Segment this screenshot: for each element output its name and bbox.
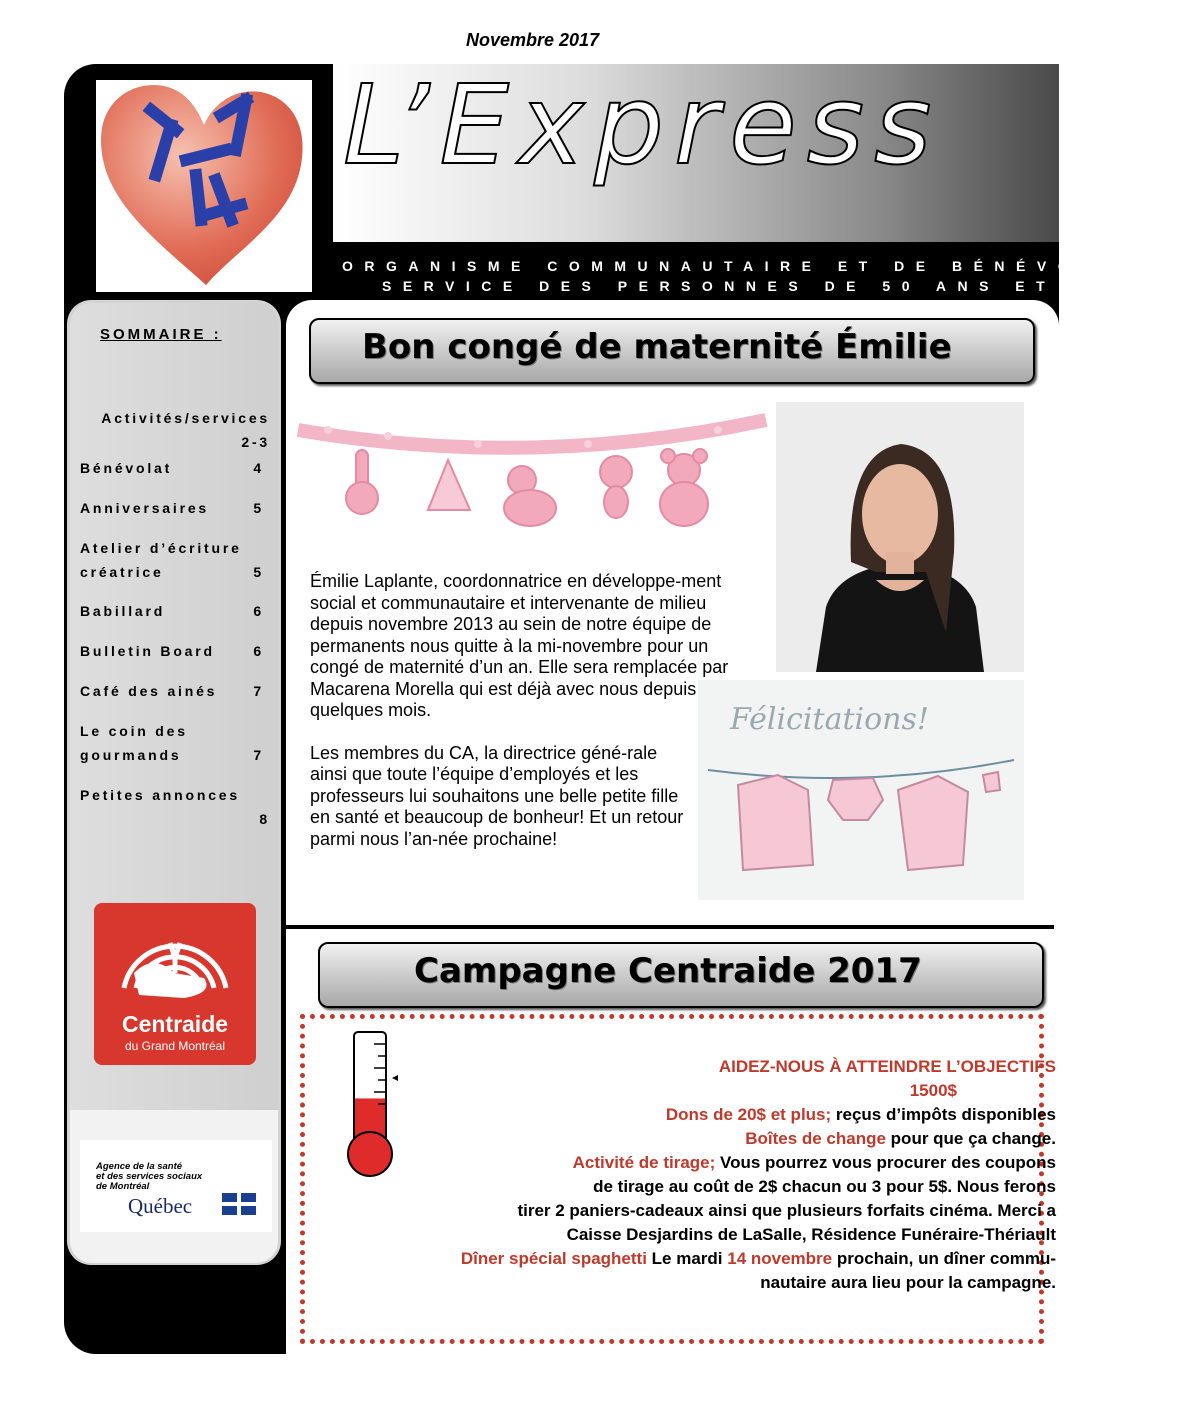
article-heading: Bon congé de maternité Émilie: [362, 327, 952, 367]
centraide-name: Centraide: [121, 1011, 229, 1037]
campaign-highlight: Boîtes de change: [745, 1129, 886, 1148]
article-paragraph: Les membres du CA, la directrice géné-rale ainsi que toute l’équipe d’employés et les professeurs lui souhaitons une belle petite fille en santé et beaucoup de bonheur! Et un retour parmi nous l’an-née prochaine!: [310, 742, 684, 849]
quebec-flag-icon: [222, 1193, 256, 1215]
toc-item-page: 7: [253, 747, 264, 763]
campaign-line: Caisse Desjardins de LaSalle, Résidence Funéraire-Thériault: [566, 1225, 1056, 1244]
toc-item-page: 8: [259, 811, 270, 827]
toc-item[interactable]: [80, 456, 270, 480]
congratulations-text: Félicitations!: [730, 702, 929, 737]
campaign-text: prochain, un dîner commu-: [832, 1249, 1056, 1268]
campaign-text: reçus d’impôts disponibles: [831, 1105, 1056, 1124]
toc-item[interactable]: [80, 783, 270, 831]
article-heading: Campagne Centraide 2017: [414, 951, 922, 991]
masthead-subtitle-line2: SERVICE DES PERSONNES DE 50 ANS ET PLUS: [382, 278, 1155, 294]
toc-item-page: 6: [253, 603, 264, 619]
toc-item-page: 2-3: [241, 434, 270, 450]
toc-item-label: Bulletin Board: [80, 643, 215, 659]
toc-item-page: 5: [253, 564, 264, 580]
campaign-highlight: Activité de tirage;: [572, 1153, 716, 1172]
toc-item-label: Café des ainés: [80, 683, 218, 699]
campaign-highlight: Dîner spécial spaghetti: [460, 1249, 647, 1268]
toc-item[interactable]: [80, 679, 270, 703]
toc-item-page: 5: [253, 500, 264, 516]
agency-line: et des services sociaux: [96, 1171, 203, 1182]
toc-item[interactable]: [80, 639, 270, 663]
centraide-logo: [94, 903, 256, 1065]
toc-item[interactable]: [80, 406, 270, 454]
toc-item[interactable]: [80, 599, 270, 623]
article-body: [310, 571, 760, 871]
campaign-highlight: Dons de 20$ et plus;: [665, 1105, 832, 1124]
campaign-line: [666, 1103, 1056, 1127]
issue-date: Novembre 2017: [466, 30, 600, 50]
campaign-text: pour que ça change.: [885, 1129, 1056, 1148]
article-paragraph: Émilie Laplante, coordonnatrice en développe-ment social et communautaire et intervenante de milieu depuis novembre 2013 au sein de notre équipe de permanents nous quitte à la mi-novembre pour un congé de maternité d’un an. Elle sera remplacée par Macarena Morella qui est déjà avec nous depuis quelques mois.: [310, 571, 729, 720]
quebec-agency-logo: [80, 1140, 272, 1232]
toc-item-page: 6: [253, 643, 264, 659]
centraide-subtitle: du Grand Montréal: [124, 1039, 226, 1053]
agency-line: de Montréal: [96, 1181, 150, 1192]
baby-garland-illustration: [298, 400, 766, 550]
toc-item[interactable]: [80, 719, 270, 767]
campaign-goal-amount: 1500$: [909, 1081, 957, 1100]
campaign-line: [573, 1151, 1056, 1175]
toc-item-label: Babillard: [80, 603, 166, 619]
toc-item-label: Anniversaires: [80, 500, 210, 516]
toc-item-label: créatrice: [80, 564, 164, 580]
toc-item-label: Activités/services: [101, 410, 270, 426]
campaign-line: [461, 1247, 1056, 1271]
campaign-line: nautaire aura lieu pour la campagne.: [760, 1273, 1056, 1292]
masthead-subtitle-line1: ORGANISME COMMUNAUTAIRE ET DE BÉNÉVOLAT AU: [342, 258, 1199, 274]
toc-item-page: 4: [253, 460, 264, 476]
agency-line: Agence de la santé: [96, 1161, 183, 1172]
organization-logo: [96, 80, 312, 292]
toc-item-label: gourmands: [80, 747, 182, 763]
toc-item[interactable]: [80, 496, 270, 520]
toc-item-label: Petites annonces: [80, 787, 240, 803]
campaign-line: de tirage au coût de 2$ chacun ou 3 pour 5$. Nous ferons: [593, 1177, 1056, 1196]
toc-item-label: Le coin des: [80, 723, 188, 739]
campaign-text: Le mardi: [646, 1249, 728, 1268]
congratulations-card-illustration: [698, 680, 1024, 900]
thermometer-icon: [340, 1028, 410, 1178]
photo-emilie-laplante: [776, 402, 1024, 672]
toc-heading: SOMMAIRE :: [100, 326, 222, 343]
toc-item-page: 7: [253, 683, 264, 699]
masthead-title: L’Express: [343, 61, 942, 189]
campaign-line: tirer 2 paniers-cadeaux ainsi que plusieurs forfaits cinéma. Merci a: [517, 1201, 1056, 1220]
section-divider: [286, 925, 1054, 929]
campaign-highlight: 14 novembre: [727, 1249, 833, 1268]
toc-item[interactable]: [80, 536, 270, 584]
quebec-wordmark: Québec: [128, 1194, 193, 1218]
toc-item-label: Atelier d’écriture: [80, 540, 242, 556]
campaign-goal: AIDEZ-NOUS À ATTEINDRE L’OBJECTIFS: [718, 1057, 1056, 1076]
campaign-text: Vous pourrez vous procurer des coupons: [715, 1153, 1056, 1172]
toc-item-label: Bénévolat: [80, 460, 173, 476]
campaign-line: [745, 1127, 1056, 1151]
